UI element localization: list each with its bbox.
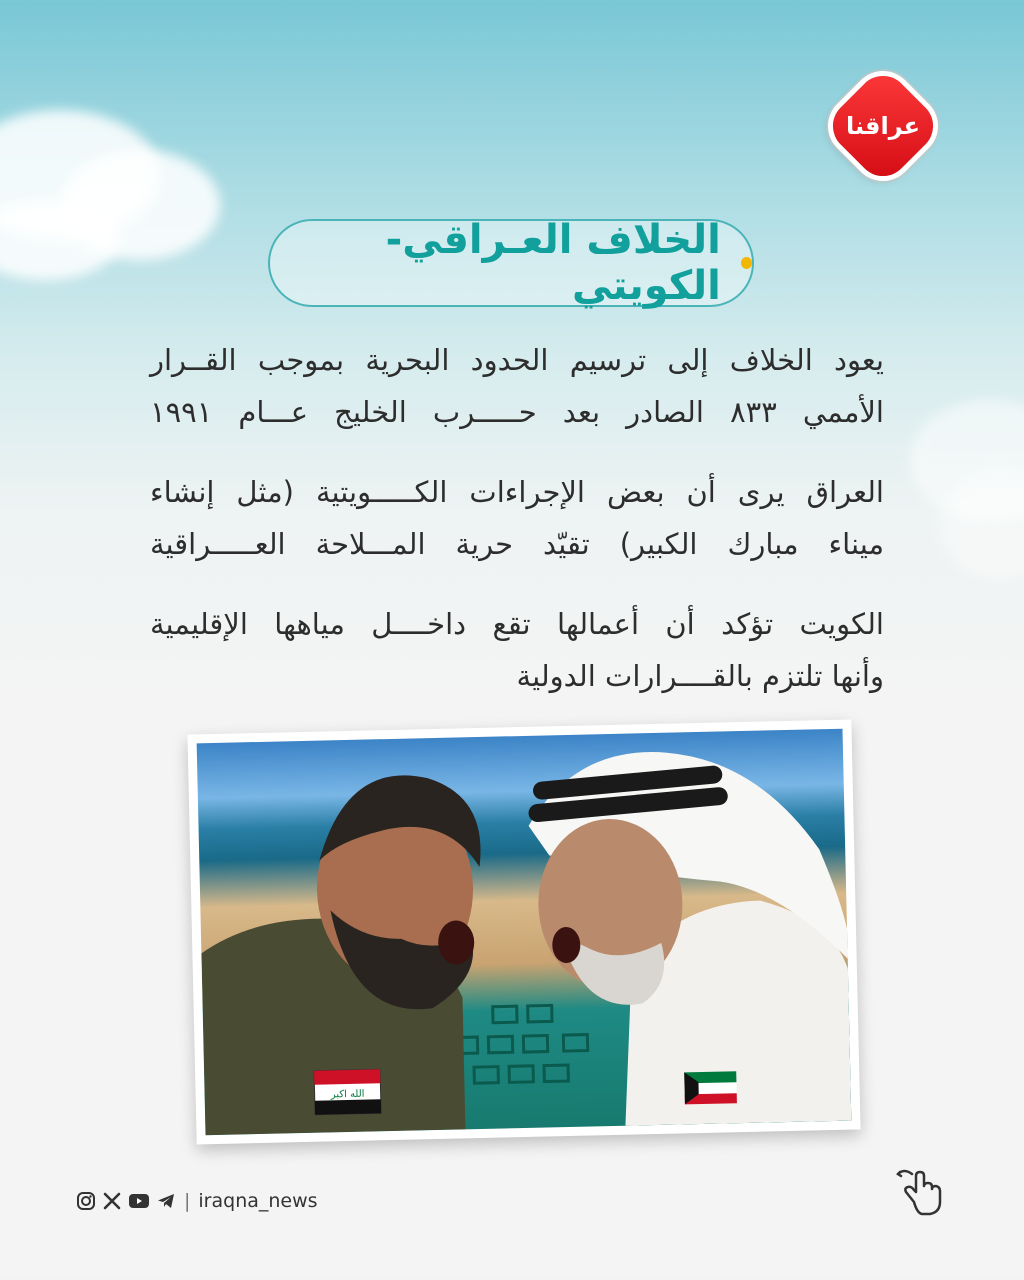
photo-illustration [197, 729, 852, 1136]
photo-frame [187, 720, 860, 1145]
logo-text: عراقنا [845, 112, 921, 140]
iraq-flag-text: الله اكبر [330, 1088, 365, 1101]
paragraph-1 [150, 334, 884, 438]
footer-separator: | [184, 1190, 191, 1212]
confrontation-photo [197, 729, 852, 1136]
paragraph-2-line-1: العراق يرى أن بعض الإجراءات الكـــــويتية (مثل إنشاء [150, 475, 884, 509]
paragraph-2 [150, 466, 884, 570]
paragraph-3-line-1: الكويت تؤكد أن أعمالها تقع داخــــل مياهها الإقليمية [150, 607, 884, 641]
iraqi-man [197, 774, 486, 1136]
social-footer [76, 1190, 318, 1212]
bullet-dot [741, 257, 752, 269]
telegram-icon[interactable] [156, 1191, 176, 1211]
paragraph-3-line-2: وأنها تلتزم بالقــــرارات الدولية [516, 659, 884, 693]
paragraph-3 [150, 598, 884, 702]
title-pill [268, 219, 754, 307]
paragraph-1-line-2: الأممي ٨٣٣ الصادر بعد حـــــرب الخليج عـــام ١٩٩١ [150, 395, 884, 429]
paragraph-1-line-1: يعود الخلاف إلى ترسيم الحدود البحرية بموجب القــرار [150, 343, 884, 377]
port-structures [453, 1005, 589, 1084]
instagram-icon[interactable] [76, 1191, 96, 1211]
youtube-icon[interactable] [128, 1191, 150, 1211]
kuwaiti-man [527, 748, 852, 1128]
swipe-hand-icon [890, 1158, 952, 1220]
social-handle[interactable]: iraqna_news [198, 1190, 318, 1212]
brand-logo [823, 66, 943, 186]
paragraph-2-line-2: ميناء مبارك الكبير) تقيّد حرية المـــلاحة العـــــراقية [150, 527, 884, 561]
x-icon[interactable] [102, 1191, 122, 1211]
page-title: الخلاف العـراقي-الكويتي [385, 217, 721, 309]
